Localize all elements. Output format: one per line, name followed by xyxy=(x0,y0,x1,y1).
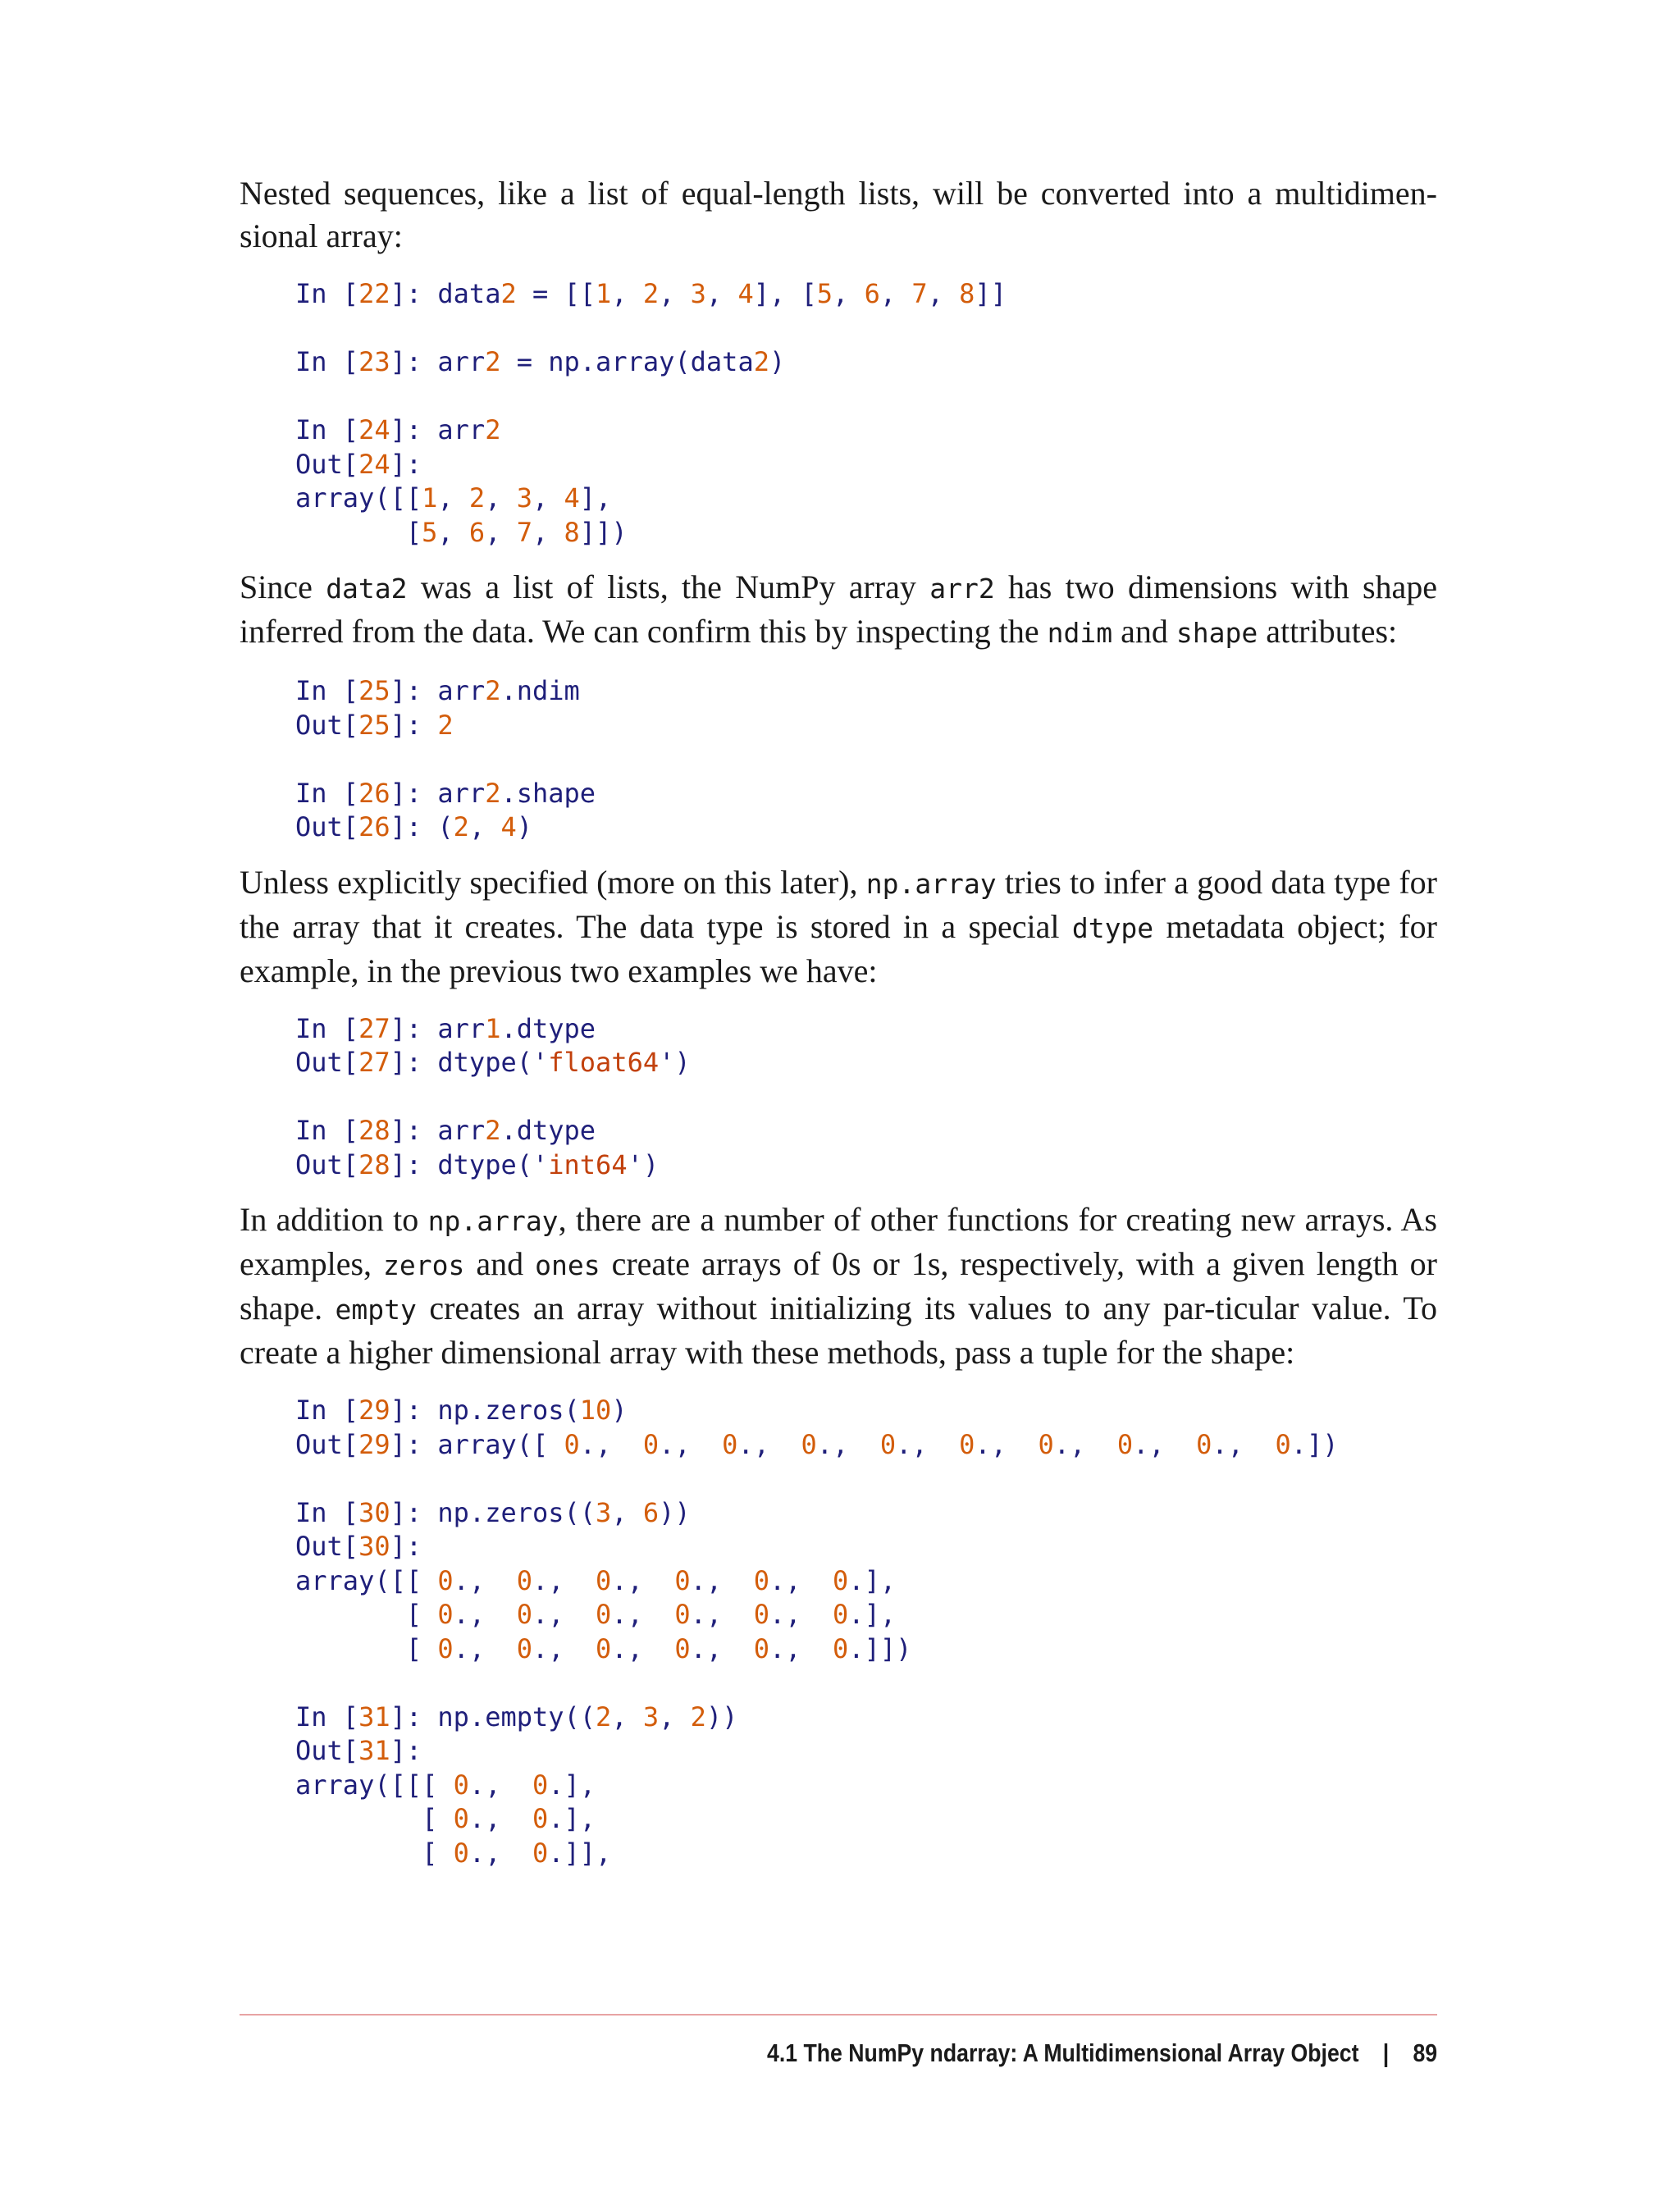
code-line: Out[25]: 2 xyxy=(295,709,454,741)
code-block-2 xyxy=(240,674,1437,845)
code-line: [ 0., 0.], xyxy=(295,1803,596,1834)
code-line: [ 0., 0., 0., 0., 0., 0.]]) xyxy=(295,1632,912,1664)
code-line: In [27]: arr1.dtype xyxy=(295,1012,596,1044)
text-span: was a list of lists, the NumPy array xyxy=(407,568,930,605)
code-line: array([[1, 2, 3, 4], xyxy=(295,482,612,514)
text-span: creates an array without initializing its values to any par-ticular value. To create a higher dimensional array with these methods, pass a tuple for the shape: xyxy=(240,1290,1438,1371)
text-span: and xyxy=(464,1245,536,1282)
footer-section-title: 4.1 The NumPy ndarray: A Multidimensional Array Object xyxy=(766,2038,1359,2067)
inline-code: zeros xyxy=(383,1249,465,1281)
code-line: [ 0., 0., 0., 0., 0., 0.], xyxy=(295,1599,897,1630)
paragraph-nested-sequences xyxy=(240,172,1437,258)
code-line: In [24]: arr2 xyxy=(295,414,501,445)
code-line: [5, 6, 7, 8]]) xyxy=(295,516,628,548)
text-span: In addition to xyxy=(240,1201,428,1238)
text-span: , there are a number of other functions for creating new arrays. As examples, xyxy=(240,1201,1437,1282)
paragraph-text: Nested sequences, like a list of equal-length lists, will be converted into a multidimen-sional array: xyxy=(240,175,1437,254)
inline-code: dtype xyxy=(1071,911,1154,944)
page-footer xyxy=(240,2014,1437,2067)
text-span: Unless explicitly specified (more on this later), xyxy=(240,863,866,901)
text-span: Since xyxy=(240,568,326,605)
code-line xyxy=(295,1462,1437,1496)
code-line: Out[24]: xyxy=(295,448,422,480)
footer-separator: | xyxy=(1382,2038,1390,2067)
footer-running-head xyxy=(767,2038,1437,2068)
text-span: attributes: xyxy=(1258,613,1398,650)
code-line: In [28]: arr2.dtype xyxy=(295,1115,596,1146)
code-line: Out[31]: xyxy=(295,1735,422,1766)
code-line: In [26]: arr2.shape xyxy=(295,777,596,809)
code-line: In [31]: np.empty((2, 3, 2)) xyxy=(295,1701,738,1732)
code-line: In [22]: data2 = [[1, 2, 3, 4], [5, 6, 7, 8]] xyxy=(295,278,1007,309)
text-span: metadata object; for example, in the previous two examples we have: xyxy=(240,907,1438,989)
code-line xyxy=(295,312,1437,346)
code-line: [ 0., 0.]], xyxy=(295,1837,612,1869)
page-content xyxy=(240,172,1437,1870)
code-line: array([[ 0., 0., 0., 0., 0., 0.], xyxy=(295,1564,897,1596)
code-line: Out[29]: array([ 0., 0., 0., 0., 0., 0., 0., 0., 0., 0.]) xyxy=(295,1428,1339,1460)
paragraph-zeros-ones xyxy=(240,1198,1437,1374)
code-line: Out[27]: dtype('float64') xyxy=(295,1047,691,1078)
text-span: create arrays of 0s or 1s, respectively, with a given length or shape. xyxy=(240,1245,1437,1326)
text-span: and xyxy=(1112,613,1176,650)
code-line xyxy=(295,380,1437,414)
inline-code: np.array xyxy=(865,867,997,900)
inline-code: shape xyxy=(1176,617,1258,649)
code-line: In [23]: arr2 = np.array(data2) xyxy=(295,346,786,377)
paragraph-data2-shape xyxy=(240,566,1437,655)
inline-code: arr2 xyxy=(929,573,995,605)
inline-code: empty xyxy=(335,1294,417,1326)
code-line xyxy=(295,1080,1437,1115)
inline-code: ones xyxy=(535,1249,600,1281)
code-line: Out[28]: dtype('int64') xyxy=(295,1148,660,1180)
text-span: tries to infer a good data type for the array that it creates. The data type is stored in a special xyxy=(240,863,1437,945)
text-span: has two dimensions with shape inferred from the data. We can confirm this by inspecting the xyxy=(240,568,1438,650)
code-line: Out[26]: (2, 4) xyxy=(295,811,532,842)
code-block-3 xyxy=(240,1012,1437,1183)
code-line: Out[30]: xyxy=(295,1531,422,1562)
inline-code: data2 xyxy=(326,573,408,605)
code-line: In [29]: np.zeros(10) xyxy=(295,1395,628,1426)
inline-code: ndim xyxy=(1047,617,1113,649)
page-number: 89 xyxy=(1413,2038,1437,2067)
code-block-1 xyxy=(240,277,1437,550)
code-line: array([[[ 0., 0.], xyxy=(295,1769,596,1801)
paragraph-dtype xyxy=(240,861,1437,993)
code-line: In [25]: arr2.ndim xyxy=(295,675,580,706)
code-line xyxy=(295,742,1437,777)
code-block-4 xyxy=(240,1394,1437,1870)
inline-code: np.array xyxy=(427,1205,559,1237)
code-line xyxy=(295,1666,1437,1701)
code-line: In [30]: np.zeros((3, 6)) xyxy=(295,1496,691,1528)
